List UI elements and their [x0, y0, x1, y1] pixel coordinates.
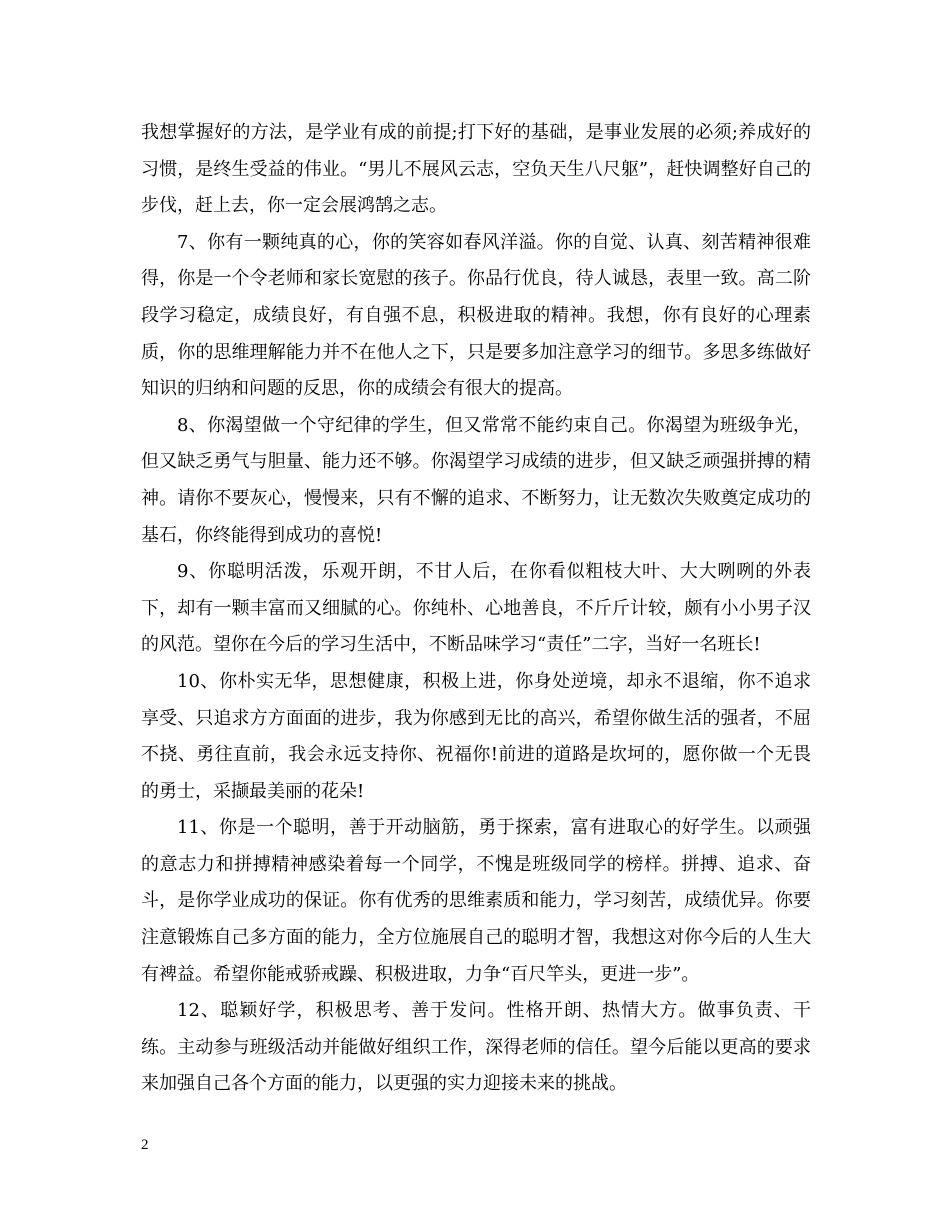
document-body: [141, 115, 811, 1103]
paragraph-comment-10: 10、你朴实无华，思想健康，积极上进，你身处逆境，却永不退缩，你不追求享受、只追求方方面面的进步，我为你感到无比的高兴，希望你做生活的强者，不屈不挠、勇往直前，我会永远支持你、祝福你!前进的道路是坎坷的，愿你做一个无畏的勇士，采撷最美丽的花朵!: [141, 670, 811, 802]
paragraph-comment-9: 9、你聪明活泼，乐观开朗，不甘人后，在你看似粗枝大叶、大大咧咧的外表下，却有一颗丰富而又细腻的心。你纯朴、心地善良，不斤斤计较，颇有小小男子汉的风范。望你在今后的学习生活中，不断品味学习“责任”二字，当好一名班长!: [141, 561, 811, 656]
paragraph-comment-8: 8、你渴望做一个守纪律的学生，但又常常不能约束自己。你渴望为班级争光，但又缺乏勇气与胆量、能力还不够。你渴望学习成绩的进步，但又缺乏顽强拼搏的精神。请你不要灰心，慢慢来，只有不懈的追求、不断努力，让无数次失败奠定成功的基石，你终能得到成功的喜悦!: [141, 414, 811, 546]
paragraph-comment-7: 7、你有一颗纯真的心，你的笑容如春风洋溢。你的自觉、认真、刻苦精神很难得，你是一个令老师和家长宽慰的孩子。你品行优良，待人诚恳，表里一致。高二阶段学习稳定，成绩良好，有自强不息，积极进取的精神。我想，你有良好的心理素质，你的思维理解能力并不在他人之下，只是要多加注意学习的细节。多思多练做好知识的归纳和问题的反思，你的成绩会有很大的提高。: [141, 231, 811, 400]
paragraph-continued: 我想掌握好的方法，是学业有成的前提;打下好的基础，是事业发展的必须;养成好的习惯，是终生受益的伟业。“男儿不展风云志，空负天生八尺躯”，赶快调整好自己的步伐，赶上去，你一定会展鸿鹄之志。: [141, 122, 811, 217]
paragraph-comment-11: 11、你是一个聪明，善于开动脑筋，勇于探索，富有进取心的好学生。以顽强的意志力和拼搏精神感染着每一个同学，不愧是班级同学的榜样。拼搏、追求、奋斗，是你学业成功的保证。你有优秀的思维素质和能力，学习刻苦，成绩优异。你要注意锻炼自己多方面的能力，全方位施展自己的聪明才智，我想这对你今后的人生大有裨益。希望你能戒骄戒躁、积极进取，力争“百尺竿头，更进一步”。: [141, 817, 811, 985]
page-number: 2: [141, 1137, 149, 1153]
paragraph-comment-12: 12、聪颖好学，积极思考、善于发问。性格开朗、热情大方。做事负责、干练。主动参与班级活动并能做好组织工作，深得老师的信任。望今后能以更高的要求来加强自己各个方面的能力，以更强的实力迎接未来的挑战。: [141, 1000, 811, 1095]
